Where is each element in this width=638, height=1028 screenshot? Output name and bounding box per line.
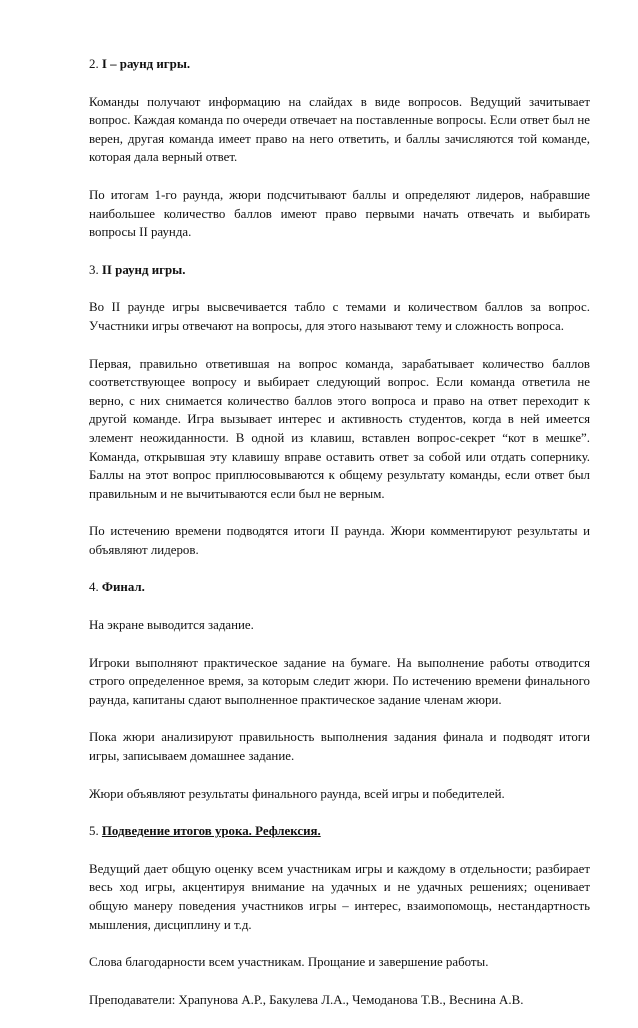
section-heading-round-2 (89, 261, 590, 280)
paragraph-final-practical: Игроки выполняют практическое задание на бумаге. На выполнение работы отводится строго определенное время, за которым следит жюри. По истечению времени финального раунда, капитаны сдают выполненное практическое задание членам жюри. (89, 655, 590, 707)
document-body (89, 55, 590, 1028)
section-number: 5. (89, 824, 102, 839)
paragraph-round-2-rules: Первая, правильно ответившая на вопрос команда, зарабатывает количество баллов соответствующее вопросу и выбирает следующий вопрос. Если команда ответила не верно, с них снимается количество баллов этого вопроса и право на ответ переходит к другой команде. Игра вызывает интерес и активность студентов, когда в ней имеется элемент неожиданности. В одной из клавиш, вставлен вопрос-секрет “кот в мешке”. Команда, открывшая эту клавишу вправе оставить ответ за собой или отдать сопернику. Баллы на этот вопрос приплюсовываются к общему результату команды, если ответ был правильным и не вычитываются если был не верным. (89, 356, 590, 501)
paragraph-final-winners: Жюри объявляют результаты финального раунда, всей игры и победителей. (89, 786, 505, 801)
paragraph-teachers: Преподаватели: Храпунова А.Р., Бакулева Л.А., Чемоданова Т.В., Веснина А.В. (89, 992, 524, 1007)
section-number: 2. (89, 57, 102, 71)
paragraph-final-homework: Пока жюри анализируют правильность выполнения задания финала и подводят итоги игры, записываем домашнее задание. (89, 730, 590, 764)
paragraph-round-2-results: По истечению времени подводятся итоги II раунда. Жюри комментируют результаты и объявляют лидеров. (89, 524, 590, 557)
section-heading-round-1 (89, 55, 590, 74)
paragraph-round-1-rules: Команды получают информацию на слайдах в виде вопросов. Ведущий зачитывает вопрос. Каждая команда по очереди отвечает на поставленные вопросы. Если ответ был не верен, другая команда имеет право на него ответить, и баллы зачисляются той команде, которая дала верный ответ. (89, 94, 590, 165)
section-title: Финал. (101, 580, 145, 595)
section-title: I – раунд игры. (101, 57, 191, 71)
section-title: Подведение итогов урока. Рефлексия. (101, 824, 321, 839)
section-heading-final (89, 578, 590, 597)
section-number: 4. (89, 580, 102, 595)
paragraph-reflection-assessment: Ведущий дает общую оценку всем участникам игры и каждому в отдельности; разбирает весь ход игры, акцентируя внимание на удачных и не удачных решениях; оценивает общую манеру поведения участников игры – интерес, взаимопомощь, нестандартность мышления, дисциплину и т.д. (89, 861, 590, 932)
paragraph-round-2-intro: Во II раунде игры высвечивается табло с темами и количеством баллов за вопрос. Участники игры отвечают на вопросы, для этого называют тему и сложность вопроса. (89, 300, 590, 333)
section-title: II раунд игры. (101, 262, 186, 277)
paragraph-closing: Слова благодарности всем участникам. Прощание и завершение работы. (89, 955, 489, 970)
paragraph-round-1-results: По итогам 1-го раунда, жюри подсчитывают баллы и определяют лидеров, набравшие наибольшее количество баллов имеют право первыми начать отвечать и выбирать вопросы II раунда. (89, 187, 590, 240)
paragraph-final-task: На экране выводится задание. (89, 618, 254, 633)
section-heading-reflection (89, 822, 590, 841)
section-number: 3. (89, 262, 102, 277)
